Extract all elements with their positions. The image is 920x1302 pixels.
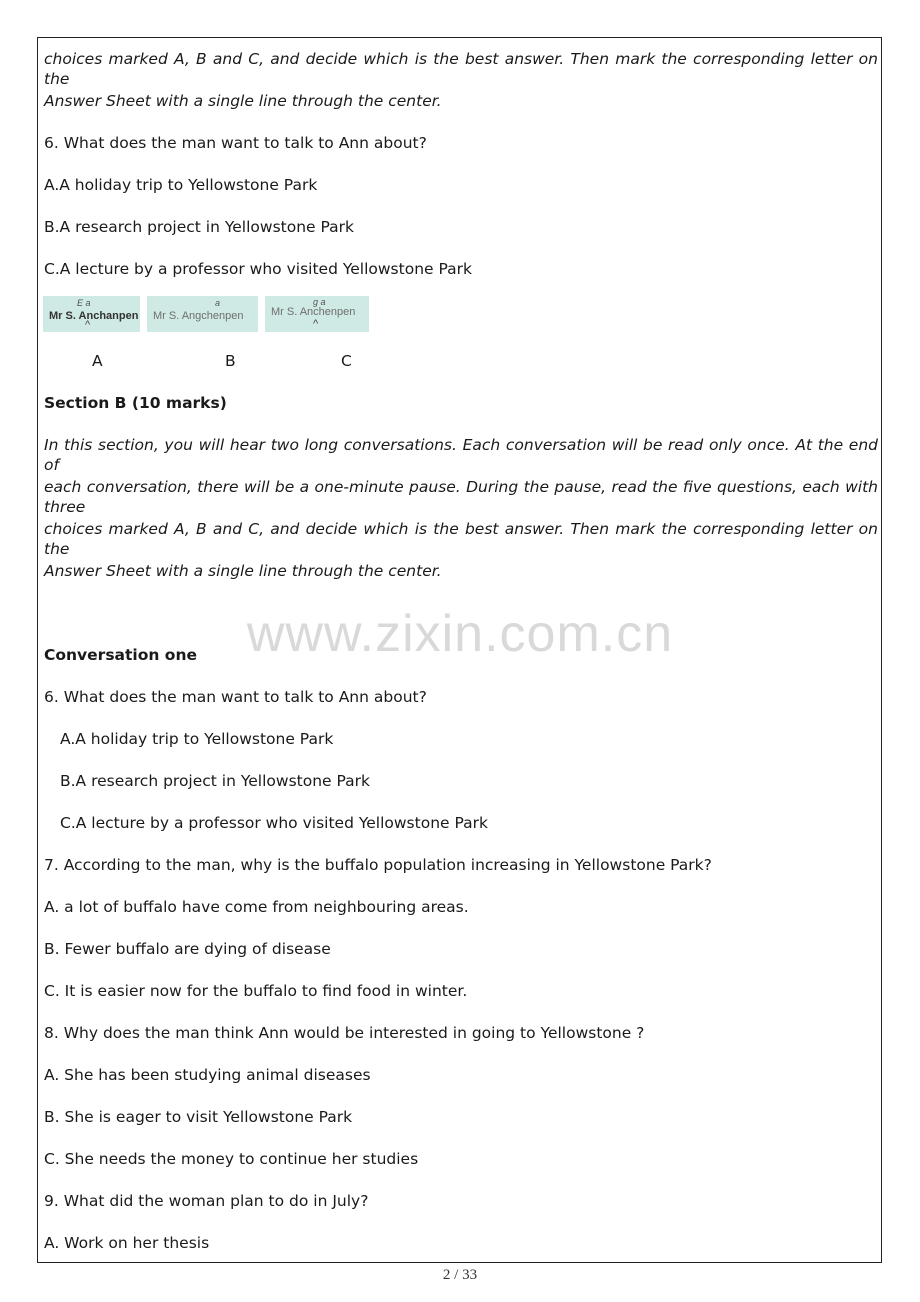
- option-b: B.A research project in Yellowstone Park: [44, 218, 354, 236]
- option-b: B.A research project in Yellowstone Park: [60, 772, 370, 790]
- watermark: www.zixin.com.cn: [246, 605, 674, 663]
- option-b: B. She is eager to visit Yellowstone Park: [44, 1108, 353, 1126]
- option-a: A.A holiday trip to Yellowstone Park: [60, 730, 334, 748]
- picture-option-c: g a Mr S. Anchenpen ^: [265, 296, 369, 332]
- page-number: 2 / 33: [442, 1267, 478, 1283]
- option-c: C. It is easier now for the buffalo to find food in winter.: [44, 982, 468, 1000]
- question-7: 7. According to the man, why is the buffalo population increasing in Yellowstone Park?: [44, 856, 712, 874]
- question-6: 6. What does the man want to talk to Ann about?: [44, 688, 427, 706]
- option-c: C. She needs the money to continue her studies: [44, 1150, 419, 1168]
- picture-option-a: E a Mr S. Anchanpen ^: [43, 296, 140, 332]
- option-a: A. She has been studying animal diseases: [44, 1066, 371, 1084]
- picture-label-b: B: [225, 352, 236, 370]
- picture-label-a: A: [92, 352, 103, 370]
- question-9: 9. What did the woman plan to do in July?: [44, 1192, 369, 1210]
- option-a: A. a lot of buffalo have come from neighbouring areas.: [44, 898, 469, 916]
- option-a: A.A holiday trip to Yellowstone Park: [44, 176, 318, 194]
- question-8: 8. Why does the man think Ann would be interested in going to Yellowstone ?: [44, 1024, 645, 1042]
- option-c: C.A lecture by a professor who visited Yellowstone Park: [60, 814, 488, 832]
- question-6: 6. What does the man want to talk to Ann about?: [44, 134, 427, 152]
- option-a: A. Work on her thesis: [44, 1234, 210, 1252]
- section-b-title: Section B (10 marks): [44, 394, 227, 412]
- picture-label-c: C: [341, 352, 352, 370]
- instruction-line: Answer Sheet with a single line through the center.: [44, 92, 442, 110]
- section-b-instruction: Answer Sheet with a single line through the center.: [44, 562, 442, 580]
- section-b-instruction: In this section, you will hear two long conversations. Each conversation will be read only once. At the end of: [44, 436, 878, 474]
- section-b-instruction: each conversation, there will be a one-minute pause. During the pause, read the five questions, each with three: [44, 478, 878, 516]
- instruction-line: choices marked A, B and C, and decide which is the best answer. Then mark the corresponding letter on the: [44, 50, 878, 88]
- section-b-instruction: choices marked A, B and C, and decide which is the best answer. Then mark the corresponding letter on the: [44, 520, 878, 558]
- option-c: C.A lecture by a professor who visited Yellowstone Park: [44, 260, 472, 278]
- conversation-one-title: Conversation one: [44, 646, 198, 664]
- picture-option-b: a Mr S. Angchenpen: [147, 296, 258, 332]
- option-b: B. Fewer buffalo are dying of disease: [44, 940, 331, 958]
